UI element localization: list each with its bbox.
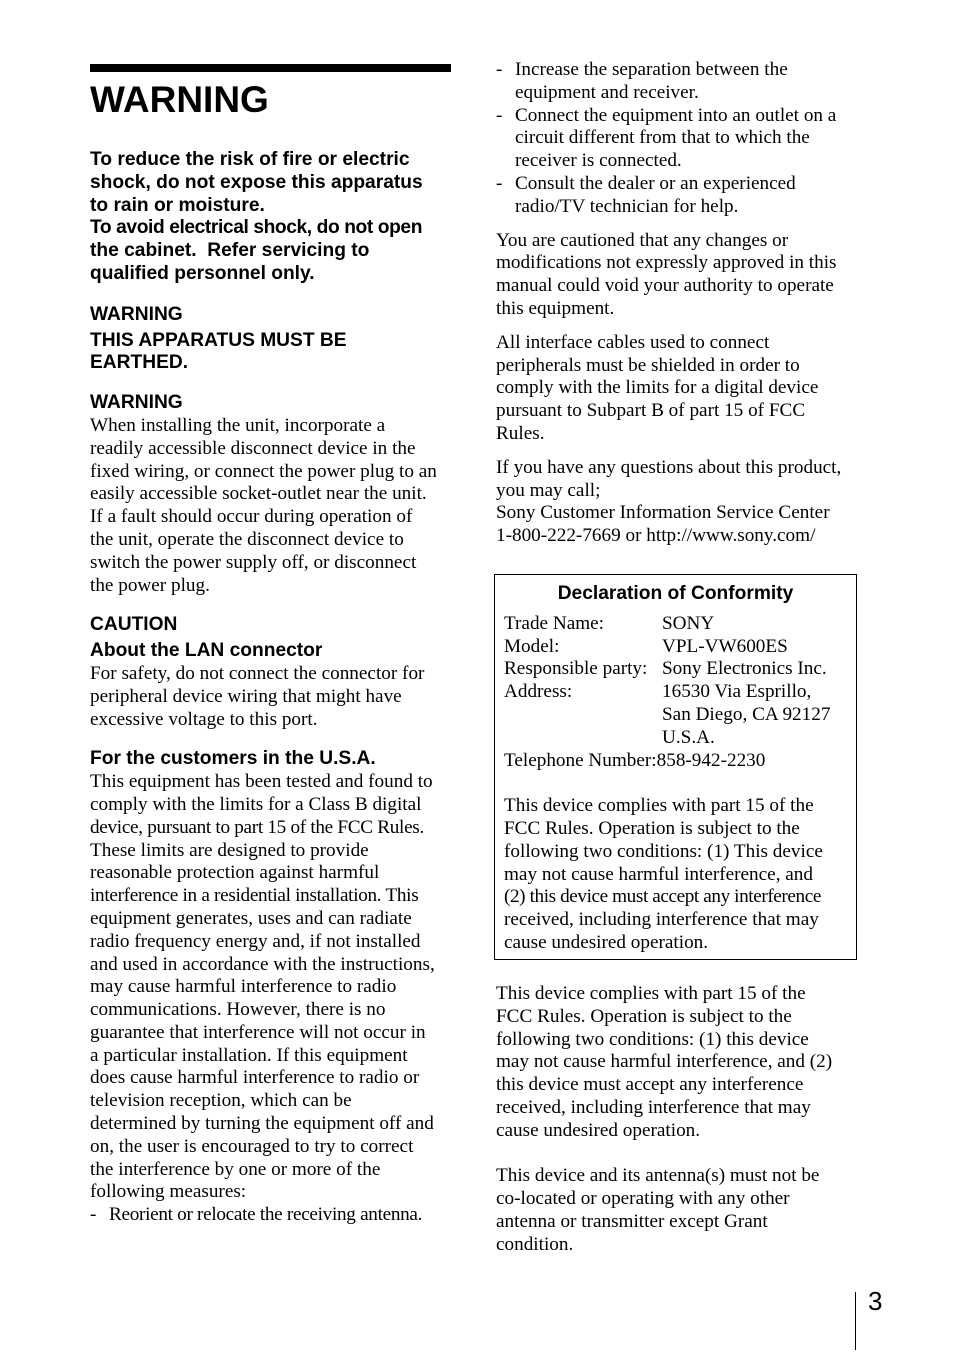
measure-item <box>496 105 856 173</box>
measure-line: radio/TV technician for help. <box>515 195 739 217</box>
measure-item <box>496 173 856 219</box>
declaration-line: (2) this device must accept any interference <box>504 886 821 908</box>
measure-line: Connect the equipment into an outlet on a <box>515 104 837 126</box>
address-label: Address: <box>504 681 573 703</box>
measure-item <box>496 59 856 105</box>
declaration-line: may not cause harmful interference, and <box>504 863 813 885</box>
paragraph-line: following two conditions: (1) this device <box>496 1028 809 1050</box>
lan-heading: About the LAN connector <box>90 640 323 662</box>
right-column <box>496 59 856 548</box>
paragraph-line: modifications not expressly approved in this <box>496 252 837 274</box>
paragraph-line: the interference by one or more of the <box>90 1158 381 1180</box>
complies-block <box>496 983 856 1257</box>
party-value: Sony Electronics Inc. <box>662 658 827 680</box>
page-number-divider <box>855 1292 856 1350</box>
address-row <box>504 727 856 750</box>
paragraph-line: These limits are designed to provide <box>90 839 369 861</box>
measure-line: Consult the dealer or an experienced <box>515 172 796 194</box>
paragraph-line: interference in a residential installation. This <box>90 885 419 907</box>
paragraph-line: antenna or transmitter except Grant <box>496 1210 768 1232</box>
paragraph-line: fixed wiring, or connect the power plug to an <box>90 460 437 482</box>
model-row <box>504 636 856 659</box>
trade-name-value: SONY <box>662 612 715 634</box>
dash-bullet: - <box>496 172 503 194</box>
warning-heading: WARNING <box>90 303 183 325</box>
declaration-title: Declaration of Conformity <box>557 583 794 604</box>
address-line: San Diego, CA 92127 <box>662 703 831 725</box>
paragraph-line: and used in accordance with the instructions, <box>90 953 435 975</box>
paragraph-line: For safety, do not connect the connector for <box>90 662 425 684</box>
earthed-warning <box>90 330 452 376</box>
declaration-line: cause undesired operation. <box>504 931 709 953</box>
address-line: U.S.A. <box>662 726 715 748</box>
trade-name-row <box>504 613 856 636</box>
lan-paragraph <box>90 663 452 731</box>
page-title: WARNING <box>90 79 269 120</box>
party-row <box>504 658 856 681</box>
measures-list <box>496 59 856 219</box>
address-line: 16530 Via Esprillo, <box>662 681 812 703</box>
paragraph-line: on, the user is encouraged to try to correct <box>90 1135 414 1157</box>
paragraph-line: guarantee that interference will not occur in <box>90 1021 426 1043</box>
cables-paragraph <box>496 332 856 446</box>
earthed-line: EARTHED. <box>90 352 189 374</box>
paragraph-line: a particular installation. If this equipment <box>90 1044 408 1066</box>
usa-heading: For the customers in the U.S.A. <box>90 748 376 770</box>
paragraph-line: You are cautioned that any changes or <box>496 229 789 251</box>
paragraph-line: co-located or operating with any other <box>496 1188 790 1210</box>
paragraph-line: the unit, operate the disconnect device to <box>90 528 404 550</box>
title-rule <box>90 64 451 72</box>
telephone-line: Telephone Number:858-942-2230 <box>504 749 766 771</box>
declaration-line: This device complies with part 15 of the <box>504 795 814 817</box>
paragraph-line: readily accessible disconnect device in the <box>90 437 416 459</box>
usa-paragraph <box>90 771 452 1227</box>
address-row <box>504 704 856 727</box>
paragraph-line: This equipment has been tested and found to <box>90 771 433 793</box>
earthed-line: THIS APPARATUS MUST BE <box>90 329 347 351</box>
paragraph-line: condition. <box>496 1233 574 1255</box>
intro-line: To avoid electrical shock, do not open <box>90 217 423 239</box>
declaration-line: following two conditions: (1) This device <box>504 840 823 862</box>
intro-line: to rain or moisture. <box>90 194 265 216</box>
declaration-line: FCC Rules. Operation is subject to the <box>504 817 800 839</box>
party-label: Responsible party: <box>504 658 648 680</box>
paragraph-line: equipment generates, uses and can radiate <box>90 907 412 929</box>
left-column <box>90 64 452 1227</box>
paragraph-line: following measures: <box>90 1181 247 1203</box>
paragraph-line: manual could void your authority to operate <box>496 275 834 297</box>
paragraph-line: does cause harmful interference to radio or <box>90 1067 420 1089</box>
intro-warning <box>90 149 452 286</box>
paragraph-line: television reception, which can be <box>90 1090 352 1112</box>
disconnect-paragraph <box>90 415 452 597</box>
paragraph-line: the power plug. <box>90 574 210 596</box>
paragraph-line: cause undesired operation. <box>496 1119 701 1141</box>
paragraph-line: FCC Rules. Operation is subject to the <box>496 1005 792 1027</box>
dash-bullet: - <box>496 104 503 126</box>
paragraph-line: pursuant to Subpart B of part 15 of FCC <box>496 400 806 422</box>
paragraph-line: peripheral device wiring that might have <box>90 685 402 707</box>
intro-line: the cabinet. Refer servicing to <box>90 240 370 262</box>
paragraph-line: Sony Customer Information Service Center <box>496 502 830 524</box>
measure-item <box>90 1204 452 1227</box>
paragraph-line: If a fault should occur during operation of <box>90 506 413 528</box>
paragraph-line: When installing the unit, incorporate a <box>90 414 386 436</box>
measure-line: Increase the separation between the <box>515 59 788 80</box>
model-label: Model: <box>504 635 560 657</box>
dash-bullet: - <box>90 1204 97 1226</box>
address-row <box>504 681 856 704</box>
page-number: 3 <box>868 1286 883 1316</box>
paragraph-line: peripherals must be shielded in order to <box>496 354 800 376</box>
paragraph-line: comply with the limits for a digital device <box>496 377 819 399</box>
questions-paragraph <box>496 457 856 548</box>
declaration-details <box>504 613 856 955</box>
paragraph-line: switch the power supply off, or disconnect <box>90 551 417 573</box>
intro-line: qualified personnel only. <box>90 262 315 284</box>
intro-line: To reduce the risk of fire or electric <box>90 149 410 170</box>
measure-line: Reorient or relocate the receiving antenna. <box>109 1204 423 1226</box>
paragraph-line: This device and its antenna(s) must not be <box>496 1165 820 1187</box>
paragraph-line: this equipment. <box>496 297 615 319</box>
caution-heading: CAUTION <box>90 614 178 636</box>
paragraph-line: device, pursuant to part 15 of the FCC Rules. <box>90 816 424 838</box>
paragraph-line: this device must accept any interference <box>496 1074 804 1096</box>
paragraph-line: easily accessible socket-outlet near the unit. <box>90 483 427 505</box>
paragraph-line: received, including interference that may <box>496 1096 811 1118</box>
paragraph-line: may not cause harmful interference, and (2) <box>496 1051 833 1073</box>
measure-line: circuit different from that to which the <box>515 127 810 149</box>
model-value: VPL-VW600ES <box>662 635 788 657</box>
paragraph-line: 1-800-222-7669 or http://www.sony.com/ <box>496 525 816 547</box>
declaration-line: received, including interference that may <box>504 909 819 931</box>
intro-line: shock, do not expose this apparatus <box>90 171 423 193</box>
paragraph-line: All interface cables used to connect <box>496 331 770 353</box>
trade-name-label: Trade Name: <box>504 612 605 634</box>
dash-bullet: - <box>496 59 503 80</box>
paragraph-line: radio frequency energy and, if not installed <box>90 930 421 952</box>
declaration-box <box>494 574 857 960</box>
paragraph-line: reasonable protection against harmful <box>90 862 380 884</box>
paragraph-line: This device complies with part 15 of the <box>496 983 806 1004</box>
paragraph-line: comply with the limits for a Class B digital <box>90 793 422 815</box>
paragraph-line: If you have any questions about this product, <box>496 456 842 478</box>
paragraph-line: you may call; <box>496 479 601 501</box>
paragraph-line: may cause harmful interference to radio <box>90 976 397 998</box>
measure-line: equipment and receiver. <box>515 81 699 103</box>
paragraph-line: excessive voltage to this port. <box>90 708 318 730</box>
measure-line: receiver is connected. <box>515 150 682 172</box>
warning-heading: WARNING <box>90 392 183 414</box>
caution-paragraph <box>496 230 856 321</box>
paragraph-line: Rules. <box>496 422 545 444</box>
paragraph-line: communications. However, there is no <box>90 999 386 1021</box>
paragraph-line: determined by turning the equipment off and <box>90 1113 434 1135</box>
